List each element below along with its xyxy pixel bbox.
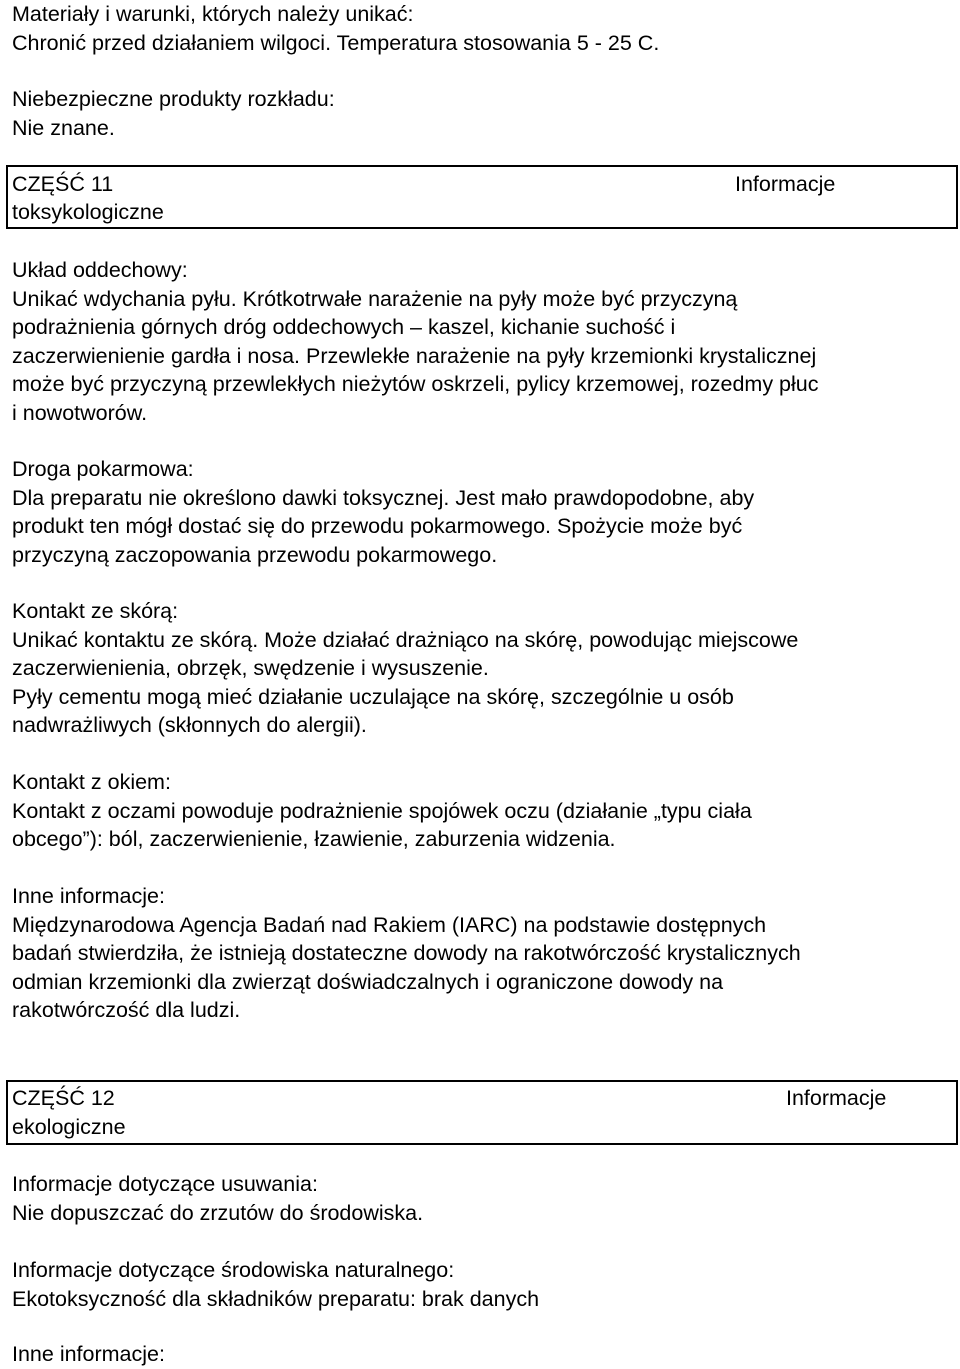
materials-heading: Materiały i warunki, których należy unikać:	[12, 2, 414, 26]
environment-heading: Informacje dotyczące środowiska naturalnego:	[12, 1258, 455, 1282]
respiratory-line: zaczerwienienie gardła i nosa. Przewlekłe narażenie na pyły krzemionki krystalicznej	[12, 343, 817, 368]
other-info-section	[12, 882, 952, 1025]
skin-line: zaczerwienienia, obrzęk, swędzenie i wysuszenie.	[12, 656, 489, 680]
respiratory-line: i nowotworów.	[12, 400, 148, 425]
environment-text: Ekotoksyczność dla składników preparatu: brak danych	[12, 1286, 540, 1311]
section-12-title: CZĘŚĆ 12	[12, 1086, 115, 1110]
skin-heading: Kontakt ze skórą:	[12, 599, 179, 623]
disposal-heading: Informacje dotyczące usuwania:	[12, 1172, 318, 1196]
respiratory-line: może być przyczyną przewlekłych nieżytów oskrzeli, pylicy krzemowej, rozedmy płuc	[12, 372, 819, 396]
eye-line: obcego”): ból, zaczerwienienie, łzawienie, zaburzenia widzenia.	[12, 827, 616, 851]
skin-line: Unikać kontaktu ze skórą. Może działać drażniąco na skórę, powodując miejscowe	[12, 627, 799, 652]
materials-text: Chronić przed działaniem wilgoci. Temperatura stosowania 5 - 25 C.	[12, 30, 660, 55]
other-info-line: Międzynarodowa Agencja Badań nad Rakiem (IARC) na podstawie dostępnych	[12, 912, 767, 937]
disposal-text: Nie dopuszczać do zrzutów do środowiska.	[12, 1200, 424, 1225]
environment-section	[12, 1256, 952, 1313]
oral-section	[12, 455, 952, 569]
respiratory-heading: Układ oddechowy:	[12, 258, 188, 282]
other-info-line: badań stwierdziła, że istnieją dostateczne dowody na rakotwórczość krystalicznych	[12, 941, 801, 965]
respiratory-section	[12, 256, 952, 427]
other-info-heading: Inne informacje:	[12, 884, 165, 908]
other-info-2-section	[12, 1340, 952, 1369]
other-info-2-heading: Inne informacje:	[12, 1342, 165, 1366]
skin-line: nadwrażliwych (skłonnych do alergii).	[12, 713, 367, 737]
respiratory-line: Unikać wdychania pyłu. Krótkotrwałe narażenie na pyły może być przyczyną	[12, 286, 738, 311]
section-12-header	[6, 1080, 958, 1145]
decomposition-heading: Niebezpieczne produkty rozkładu:	[12, 87, 335, 111]
skin-section	[12, 597, 952, 740]
decomposition-section	[12, 85, 952, 142]
oral-line: produkt ten mógł dostać się do przewodu pokarmowego. Spożycie może być	[12, 514, 743, 538]
oral-line: przyczyną zaczopowania przewodu pokarmowego.	[12, 542, 498, 567]
respiratory-line: podrażnienia górnych dróg oddechowych – kaszel, kichanie suchość i	[12, 315, 676, 339]
section-12-subtitle: ekologiczne	[12, 1115, 126, 1139]
disposal-section	[12, 1170, 952, 1227]
section-12-title-right: Informacje	[786, 1086, 887, 1110]
skin-line: Pyły cementu mogą mieć działanie uczulające na skórę, szczególnie u osób	[12, 684, 734, 709]
other-info-line: odmian krzemionki dla zwierząt doświadczalnych i ograniczone dowody na	[12, 969, 724, 994]
section-11-title-right: Informacje	[735, 172, 836, 196]
oral-line: Dla preparatu nie określono dawki toksycznej. Jest mało prawdopodobne, aby	[12, 485, 755, 510]
eye-heading: Kontakt z okiem:	[12, 770, 171, 794]
eye-section	[12, 768, 952, 854]
materials-section	[12, 0, 952, 57]
decomposition-text: Nie znane.	[12, 115, 115, 140]
other-info-line: rakotwórczość dla ludzi.	[12, 998, 241, 1022]
section-11-header	[6, 165, 958, 229]
section-11-title: CZĘŚĆ 11	[12, 172, 114, 196]
oral-heading: Droga pokarmowa:	[12, 457, 194, 481]
section-11-subtitle: toksykologiczne	[12, 200, 164, 224]
eye-line: Kontakt z oczami powoduje podrażnienie spojówek oczu (działanie „typu ciała	[12, 798, 752, 823]
